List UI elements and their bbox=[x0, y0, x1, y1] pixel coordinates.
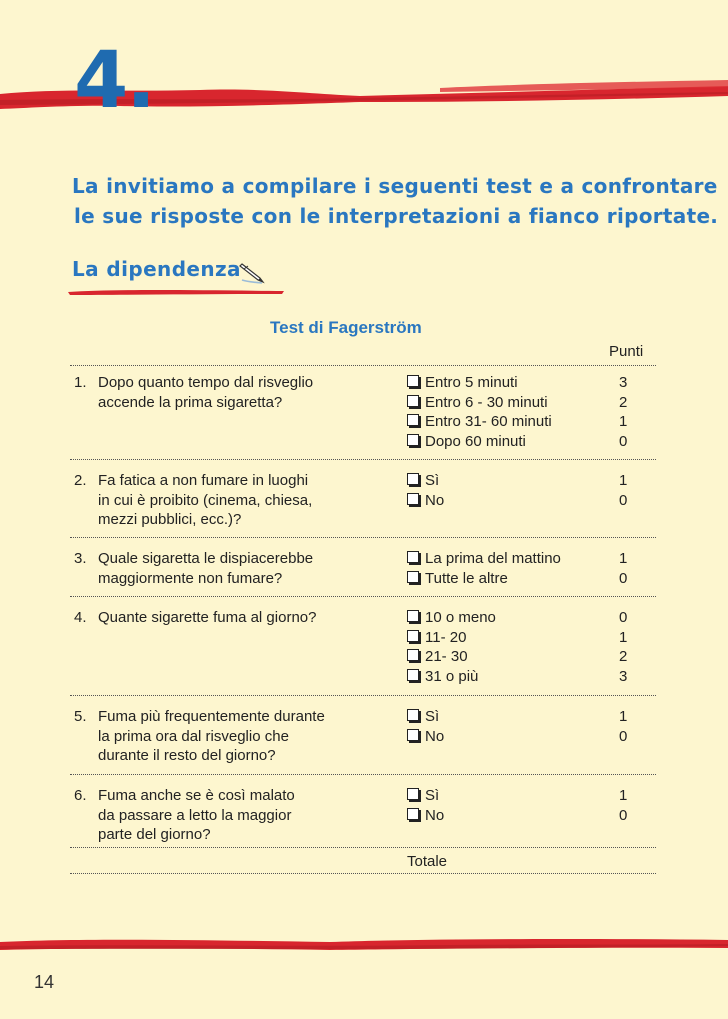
option-label: 11- 20 bbox=[425, 628, 467, 646]
options-6 bbox=[407, 786, 444, 825]
option-label: Entro 31- 60 minuti bbox=[425, 413, 552, 431]
option-label: 21- 30 bbox=[425, 648, 468, 666]
point-value: 1 bbox=[619, 787, 628, 804]
option-label: Entro 5 minuti bbox=[425, 374, 518, 391]
point-value: 0 bbox=[619, 806, 628, 824]
point-value: 1 bbox=[619, 628, 628, 646]
intro-text bbox=[72, 171, 719, 231]
test-title: Test di Fagerström bbox=[270, 318, 422, 337]
option[interactable] bbox=[407, 608, 496, 628]
option-label: Dopo 60 minuti bbox=[425, 432, 526, 450]
divider bbox=[70, 873, 656, 874]
question-number: 6. bbox=[74, 787, 87, 804]
question-text: mezzi pubblici, ecc.)? bbox=[98, 511, 242, 529]
option[interactable] bbox=[407, 786, 444, 806]
option-label: No bbox=[425, 727, 445, 745]
points-3 bbox=[619, 549, 627, 588]
point-value: 1 bbox=[619, 472, 628, 489]
checkbox-icon[interactable] bbox=[407, 493, 419, 505]
total-label: Totale bbox=[407, 853, 448, 870]
question-number: 1. bbox=[74, 374, 87, 391]
divider bbox=[70, 596, 656, 597]
point-value: 3 bbox=[619, 374, 628, 391]
options-5 bbox=[407, 707, 444, 746]
question-text: Quale sigaretta le dispiacerebbe bbox=[98, 550, 314, 567]
points-1 bbox=[619, 373, 627, 451]
divider bbox=[70, 847, 656, 848]
question-text: in cui è proibito (cinema, chiesa, bbox=[98, 491, 313, 509]
points-4 bbox=[619, 608, 627, 686]
divider bbox=[70, 365, 656, 366]
option-label: La prima del mattino bbox=[425, 550, 561, 567]
question-number: 4. bbox=[74, 609, 87, 626]
checkbox-icon[interactable] bbox=[407, 395, 419, 407]
checkbox-icon[interactable] bbox=[407, 709, 419, 721]
option[interactable] bbox=[407, 373, 552, 393]
question-text: Dopo quanto tempo dal risveglio bbox=[98, 374, 314, 391]
checkbox-icon[interactable] bbox=[407, 669, 419, 681]
point-value: 1 bbox=[619, 550, 628, 567]
point-value: 0 bbox=[619, 569, 628, 587]
question-text: maggiormente non fumare? bbox=[98, 569, 283, 587]
option[interactable] bbox=[407, 412, 552, 432]
point-value: 1 bbox=[619, 708, 628, 725]
options-3 bbox=[407, 549, 561, 588]
option[interactable] bbox=[407, 471, 444, 491]
question-text: Fuma più frequentemente durante bbox=[98, 708, 325, 725]
divider bbox=[70, 774, 656, 775]
options-2 bbox=[407, 471, 444, 510]
question-text: la prima ora dal risveglio che bbox=[98, 727, 289, 745]
divider bbox=[70, 695, 656, 696]
pencil-icon bbox=[238, 260, 268, 284]
checkbox-icon[interactable] bbox=[407, 414, 419, 426]
page-number: 14 bbox=[34, 972, 55, 992]
option[interactable] bbox=[407, 628, 496, 648]
option-label: Sì bbox=[425, 472, 440, 489]
bottom-red-stripe bbox=[0, 930, 728, 958]
question-number: 5. bbox=[74, 708, 87, 725]
option-label: No bbox=[425, 806, 445, 824]
checkbox-icon[interactable] bbox=[407, 808, 419, 820]
divider bbox=[70, 459, 656, 460]
options-1 bbox=[407, 373, 552, 451]
option[interactable] bbox=[407, 569, 561, 589]
option[interactable] bbox=[407, 647, 496, 667]
question-number: 2. bbox=[74, 472, 87, 489]
question-text: Fuma anche se è così malato bbox=[98, 787, 295, 804]
points-6 bbox=[619, 786, 627, 825]
section-title: La dipendenza bbox=[72, 257, 241, 281]
option-label: 10 o meno bbox=[425, 609, 496, 626]
intro-line: La invitiamo a compilare i seguenti test e a confrontare bbox=[72, 174, 718, 198]
question-text: Fa fatica a non fumare in luoghi bbox=[98, 472, 309, 489]
section-underline bbox=[66, 287, 286, 297]
checkbox-icon[interactable] bbox=[407, 630, 419, 642]
option-label: 31 o più bbox=[425, 667, 479, 685]
point-value: 2 bbox=[619, 393, 628, 411]
option[interactable] bbox=[407, 806, 444, 826]
option[interactable] bbox=[407, 707, 444, 727]
point-value: 0 bbox=[619, 609, 628, 626]
point-value: 0 bbox=[619, 432, 628, 450]
option-label: Entro 6 - 30 minuti bbox=[425, 393, 548, 411]
checkbox-icon[interactable] bbox=[407, 571, 419, 583]
question-text: durante il resto del giorno? bbox=[98, 747, 276, 765]
question-text: da passare a letto la maggior bbox=[98, 806, 292, 824]
option[interactable] bbox=[407, 432, 552, 452]
options-4 bbox=[407, 608, 496, 686]
question-text: parte del giorno? bbox=[98, 826, 211, 844]
option[interactable] bbox=[407, 667, 496, 687]
option-label: Sì bbox=[425, 708, 440, 725]
option-label: No bbox=[425, 491, 445, 509]
question-text: Quante sigarette fuma al giorno? bbox=[98, 609, 317, 626]
question-number: 3. bbox=[74, 550, 87, 567]
point-value: 1 bbox=[619, 413, 628, 431]
checkbox-icon[interactable] bbox=[407, 788, 419, 800]
chapter-number: 4. bbox=[74, 36, 154, 126]
option[interactable] bbox=[407, 491, 444, 511]
point-value: 0 bbox=[619, 491, 628, 509]
checkbox-icon[interactable] bbox=[407, 434, 419, 446]
checkbox-icon[interactable] bbox=[407, 473, 419, 485]
option-label: Sì bbox=[425, 787, 440, 804]
checkbox-icon[interactable] bbox=[407, 649, 419, 661]
points-header: Punti bbox=[609, 343, 644, 360]
points-5 bbox=[619, 707, 627, 746]
checkbox-icon[interactable] bbox=[407, 375, 419, 387]
divider bbox=[70, 537, 656, 538]
points-2 bbox=[619, 471, 627, 510]
option-label: Tutte le altre bbox=[425, 569, 508, 587]
checkbox-icon[interactable] bbox=[407, 729, 419, 741]
point-value: 3 bbox=[619, 667, 628, 685]
point-value: 0 bbox=[619, 727, 628, 745]
point-value: 2 bbox=[619, 648, 628, 666]
intro-line: le sue risposte con le interpretazioni a fianco riportate. bbox=[74, 204, 719, 228]
option[interactable] bbox=[407, 393, 552, 413]
checkbox-icon[interactable] bbox=[407, 551, 419, 563]
question-text: accende la prima sigaretta? bbox=[98, 393, 283, 411]
checkbox-icon[interactable] bbox=[407, 610, 419, 622]
option[interactable] bbox=[407, 549, 561, 569]
option[interactable] bbox=[407, 727, 444, 747]
